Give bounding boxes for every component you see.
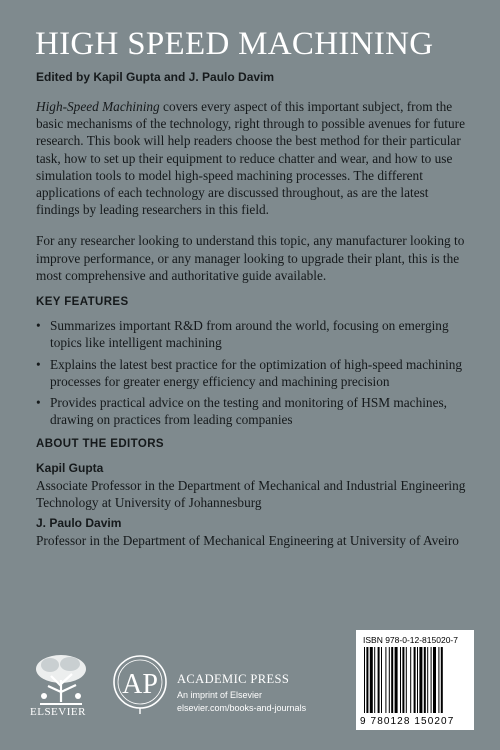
key-feature-text: Explains the latest best practice for the optimization of high-speed machining processes for greater energy efficiency and machining precision <box>50 356 463 389</box>
description-paragraph-2: For any researcher looking to understand this topic, any manufacturer looking to improve performance, or any manager looking to upgrade their plant, this is the most comprehensive and authoritative guide available. <box>36 233 465 283</box>
isbn-barcode-box <box>356 630 474 730</box>
about-editors-heading: ABOUT THE EDITORS <box>36 438 164 451</box>
editor-name: J. Paulo Davim <box>36 516 122 531</box>
key-features-list <box>36 317 468 428</box>
barcode-image <box>362 647 468 715</box>
editor-name: Kapil Gupta <box>36 460 104 475</box>
key-feature-item <box>36 317 468 351</box>
isbn-label: ISBN 978-0-12-815020-7 <box>363 635 458 645</box>
editors-line: Edited by Kapil Gupta and J. Paulo Davim <box>36 70 275 84</box>
editor-role: Associate Professor in the Department of Mechanical and Industrial Engineering Technology at University of Johannesburg <box>36 477 466 511</box>
publisher-url: elsevier.com/books-and-journals <box>177 703 307 713</box>
bullet-icon: • <box>36 395 41 411</box>
editor-role: Professor in the Department of Mechanical Engineering at University of Aveiro <box>36 533 459 549</box>
barcode-digits: 9 780128 150207 <box>360 716 455 727</box>
key-feature-item <box>36 356 468 390</box>
elsevier-wordmark: ELSEVIER <box>30 706 86 718</box>
key-feature-item <box>36 394 468 428</box>
academic-press-name: ACADEMIC PRESS <box>177 672 290 686</box>
description-title-italic: High-Speed Machining <box>36 99 160 114</box>
bullet-icon: • <box>36 356 41 372</box>
key-feature-text: Summarizes important R&D from around the world, focusing on emerging topics like intelligent machining <box>50 318 449 351</box>
elsevier-tree-logo <box>32 652 90 706</box>
ap-logo-letters: AP <box>122 669 158 700</box>
book-title: HIGH SPEED MACHINING <box>35 26 434 62</box>
description-paragraph-1-text: covers every aspect of this important subject, from the basic mechanisms of the technology, right through to possible avenues for future research. This book will help readers choose the best method for their particular task, how to set up their equipment to reduce chatter and wear, and how to use simulation tools to model high-speed machining processes. The different applications of each technology are discussed throughout, as are the latest findings by leading researchers in this field. <box>36 99 465 218</box>
description-paragraph-1 <box>36 98 468 218</box>
imprint-line: An imprint of Elsevier <box>177 690 263 700</box>
back-cover-body <box>36 98 468 552</box>
key-features-heading: KEY FEATURES <box>36 296 129 309</box>
bullet-icon: • <box>36 318 41 334</box>
academic-press-logo <box>110 652 170 716</box>
key-feature-text: Provides practical advice on the testing and monitoring of HSM machines, drawing on practices from leading companies <box>50 395 447 428</box>
